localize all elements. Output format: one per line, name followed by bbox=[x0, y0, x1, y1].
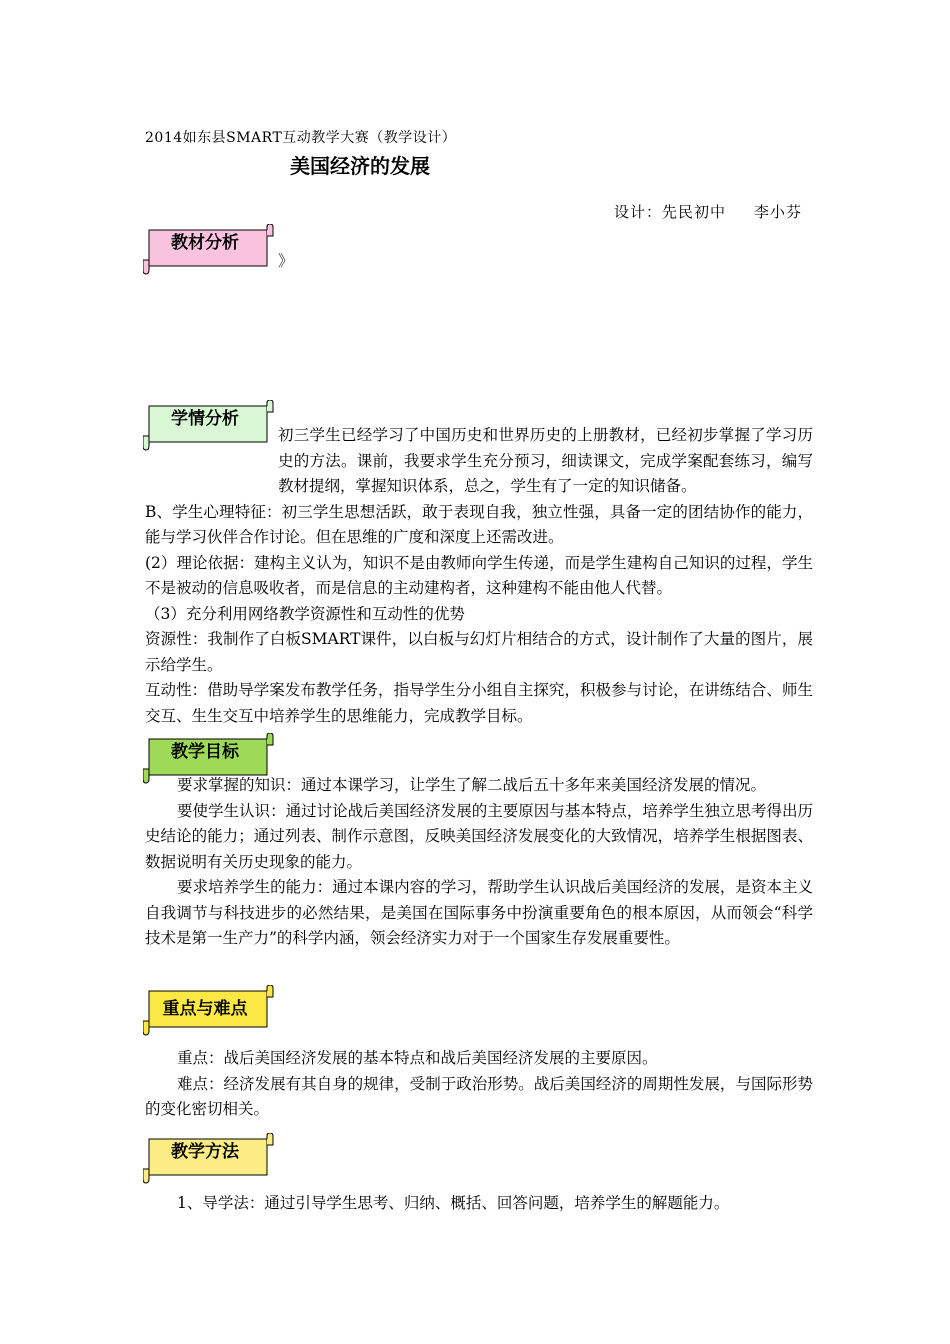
paragraph: 》 bbox=[278, 252, 294, 270]
section-goals bbox=[145, 773, 813, 952]
banner-key-points bbox=[143, 985, 273, 1037]
author-line bbox=[614, 201, 802, 222]
paragraph: 要求掌握的知识：通过本课学习，让学生了解二战后五十多年来美国经济发展的情况。 bbox=[177, 776, 767, 794]
banner-label: 教学方法 bbox=[171, 1142, 239, 1162]
paragraph: (2）理论依据：建构主义认为，知识不是由教师向学生传递，而是学生建构自己知识的过程，学生不是被动的信息吸收者，而是信息的主动建构者，这种建构不能由他人代替。 bbox=[145, 553, 813, 597]
paragraph: 要求培养学生的能力：通过本课内容的学习，帮助学生认识战后美国经济的发展，是资本主义自我调节与科技进步的必然结果，是美国在国际事务中扮演重要角色的根本原因，从而领会“科学技术是第一生产力”的科学内涵，领会经济实力对于一个国家生存发展重要性。 bbox=[145, 878, 813, 947]
author-name: 李小芬 bbox=[754, 203, 803, 221]
banner-teaching-methods bbox=[143, 1133, 273, 1185]
paragraph: 初三学生已经学习了中国历史和世界历史的上册教材，已经初步掌握了学习历史的方法。课前，我要求学生充分预习，细读课文，完成学案配套练习，编写教材提纲，掌握知识体系，总之，学生有了一定的知识储备。 bbox=[278, 426, 813, 495]
section-keypoints bbox=[145, 1046, 813, 1123]
author-school: 设计：先民初中 bbox=[614, 203, 727, 221]
paragraph: 要使学生认识：通过讨论战后美国经济发展的主要原因与基本特点，培养学生独立思考得出历史结论的能力；通过列表、制作示意图，反映美国经济发展变化的大致情况，培养学生根据图表、数据说明有关历史现象的能力。 bbox=[145, 801, 813, 871]
paragraph: 重点：战后美国经济发展的基本特点和战后美国经济发展的主要原因。 bbox=[177, 1049, 658, 1067]
page-title: 美国经济的发展 bbox=[290, 154, 430, 178]
banner-label: 重点与难点 bbox=[162, 999, 248, 1019]
paragraph: （3）充分利用网络教学资源性和互动性的优势 bbox=[145, 604, 465, 623]
paragraph: 互动性：借助导学案发布教学任务，指导学生分小组自主探究，积极参与讨论，在讲练结合、师生交互、生生交互中培养学生的思维能力，完成教学目标。 bbox=[145, 681, 813, 725]
banner-label: 教材分析 bbox=[171, 233, 239, 253]
paragraph: 难点：经济发展有其自身的规律，受制于政治形势。战后美国经济的周期性发展，与国际形势的变化密切相关。 bbox=[145, 1074, 813, 1118]
section-textbook bbox=[145, 249, 813, 275]
paragraph: 1、导学法：通过引导学生思考、归纳、概括、回答问题，培养学生的解题能力。 bbox=[177, 1194, 730, 1212]
paragraph: 资源性：我制作了白板SMART课件，以白板与幻灯片相结合的方式，设计制作了大量的图片，展示给学生。 bbox=[145, 630, 813, 674]
section-students bbox=[145, 423, 813, 729]
paragraph: B、学生心理特征：初三学生思想活跃，敢于表现自我，独立性强，具备一定的团结协作的能力，能与学习伙伴合作讨论。但在思维的广度和深度上还需改进。 bbox=[145, 502, 813, 546]
banner-label: 教学目标 bbox=[171, 742, 239, 762]
contest-header: 2014如东县SMART互动教学大赛（教学设计） bbox=[145, 130, 457, 146]
banner-label: 学情分析 bbox=[171, 409, 239, 429]
section-methods bbox=[145, 1191, 813, 1217]
